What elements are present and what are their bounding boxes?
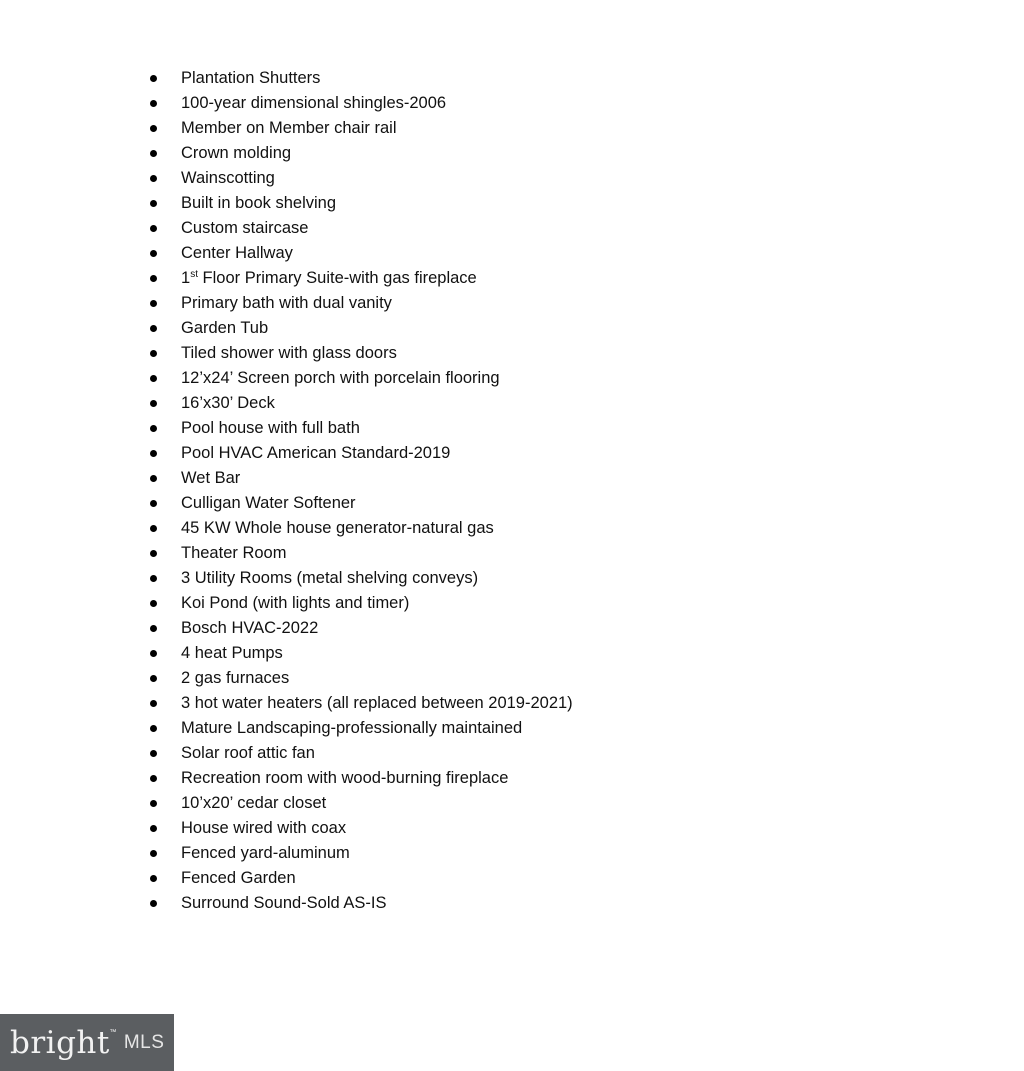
bullet-icon: [150, 150, 157, 157]
list-item: [0, 466, 1024, 491]
list-item-text: Member on Member chair rail: [181, 119, 397, 137]
list-item-text: 4 heat Pumps: [181, 644, 283, 662]
list-item-rest: Floor Primary Suite-with gas fireplace: [197, 269, 477, 287]
bullet-icon: [150, 875, 157, 882]
list-item: [0, 116, 1024, 141]
watermark-mls: MLS: [123, 1031, 165, 1053]
list-item-text: Garden Tub: [181, 319, 269, 337]
list-item-text: 12’x24’ Screen porch with porcelain flooring: [181, 369, 500, 387]
list-item: [0, 591, 1024, 616]
list-item-text: Bosch HVAC-2022: [181, 619, 319, 637]
document-page: [0, 66, 1024, 916]
bullet-icon: [150, 700, 157, 707]
feature-list: [0, 66, 1024, 916]
bullet-icon: [150, 650, 157, 657]
bullet-icon: [150, 575, 157, 582]
list-item-text: 16’x30’ Deck: [181, 394, 275, 412]
list-item-text: Recreation room with wood-burning fireplace: [181, 769, 509, 787]
list-item-text: 100-year dimensional shingles-2006: [181, 94, 447, 112]
list-item: [0, 316, 1024, 341]
list-item-text: Fenced Garden: [181, 869, 296, 887]
list-item: [0, 691, 1024, 716]
list-item: [0, 441, 1024, 466]
list-item: [0, 716, 1024, 741]
list-item: [0, 241, 1024, 266]
bullet-icon: [150, 100, 157, 107]
bullet-icon: [150, 350, 157, 357]
list-item: [0, 841, 1024, 866]
list-item-text: Center Hallway: [181, 244, 293, 262]
bullet-icon: [150, 225, 157, 232]
bullet-icon: [150, 475, 157, 482]
list-item-text: [181, 266, 477, 291]
list-item-text: Plantation Shutters: [181, 69, 321, 87]
list-item: [0, 366, 1024, 391]
list-item: [0, 816, 1024, 841]
list-item: [0, 166, 1024, 191]
list-item: [0, 191, 1024, 216]
list-item-text: Built in book shelving: [181, 194, 337, 212]
list-item: [0, 541, 1024, 566]
bullet-icon: [150, 125, 157, 132]
list-item: [0, 341, 1024, 366]
list-item-text: Mature Landscaping-professionally maintained: [181, 719, 523, 737]
list-item: [0, 641, 1024, 666]
list-item: [0, 766, 1024, 791]
list-item-text: 45 KW Whole house generator-natural gas: [181, 519, 494, 537]
list-item-text: Wainscotting: [181, 169, 275, 187]
bullet-icon: [150, 850, 157, 857]
list-item-superscript: st: [190, 269, 198, 280]
bullet-icon: [150, 775, 157, 782]
bullet-icon: [150, 250, 157, 257]
bullet-icon: [150, 900, 157, 907]
list-item-text: 3 Utility Rooms (metal shelving conveys): [181, 569, 479, 587]
list-item: [0, 791, 1024, 816]
bullet-icon: [150, 375, 157, 382]
bullet-icon: [150, 675, 157, 682]
list-item-text: Wet Bar: [181, 469, 241, 487]
bullet-icon: [150, 825, 157, 832]
list-item-text: 3 hot water heaters (all replaced between 2019-2021): [181, 694, 573, 712]
bullet-icon: [150, 725, 157, 732]
bullet-icon: [150, 800, 157, 807]
list-item-text: Theater Room: [181, 544, 287, 562]
list-item-text: 10’x20’ cedar closet: [181, 794, 327, 812]
list-item: [0, 616, 1024, 641]
list-item: [0, 566, 1024, 591]
bullet-icon: [150, 300, 157, 307]
watermark-trademark: ™: [109, 1028, 117, 1036]
list-item: [0, 291, 1024, 316]
list-item-text: House wired with coax: [181, 819, 347, 837]
list-item-text: Pool HVAC American Standard-2019: [181, 444, 451, 462]
list-item-text: Tiled shower with glass doors: [181, 344, 397, 362]
list-item: [0, 66, 1024, 91]
list-item-text: Custom staircase: [181, 219, 309, 237]
list-item: [0, 666, 1024, 691]
list-item: [0, 91, 1024, 116]
list-item: [0, 491, 1024, 516]
list-item-text: Surround Sound-Sold AS-IS: [181, 894, 387, 912]
bullet-icon: [150, 175, 157, 182]
list-item-text: Koi Pond (with lights and timer): [181, 594, 410, 612]
bullet-icon: [150, 75, 157, 82]
list-item-text: Primary bath with dual vanity: [181, 294, 392, 312]
list-item: [0, 741, 1024, 766]
list-item-text: Culligan Water Softener: [181, 494, 356, 512]
list-item-text: 2 gas furnaces: [181, 669, 290, 687]
bullet-icon: [150, 325, 157, 332]
bullet-icon: [150, 425, 157, 432]
list-item: [0, 391, 1024, 416]
list-item: [0, 416, 1024, 441]
list-item: [0, 266, 1024, 291]
bullet-icon: [150, 625, 157, 632]
list-item: [0, 216, 1024, 241]
bullet-icon: [150, 600, 157, 607]
list-item: [0, 516, 1024, 541]
bright-mls-watermark: [0, 1014, 174, 1071]
list-item-text: Crown molding: [181, 144, 292, 162]
watermark-brand: bright ™: [10, 1024, 117, 1061]
list-item: [0, 866, 1024, 891]
bullet-icon: [150, 500, 157, 507]
bullet-icon: [150, 200, 157, 207]
list-item-text: Pool house with full bath: [181, 419, 360, 437]
bullet-icon: [150, 525, 157, 532]
list-item: [0, 891, 1024, 916]
bullet-icon: [150, 400, 157, 407]
list-item-text: Fenced yard-aluminum: [181, 844, 350, 862]
list-item: [0, 141, 1024, 166]
list-item-number: 1: [181, 269, 191, 287]
bullet-icon: [150, 550, 157, 557]
bullet-icon: [150, 450, 157, 457]
bullet-icon: [150, 750, 157, 757]
list-item-text: Solar roof attic fan: [181, 744, 315, 762]
bullet-icon: [150, 275, 157, 282]
